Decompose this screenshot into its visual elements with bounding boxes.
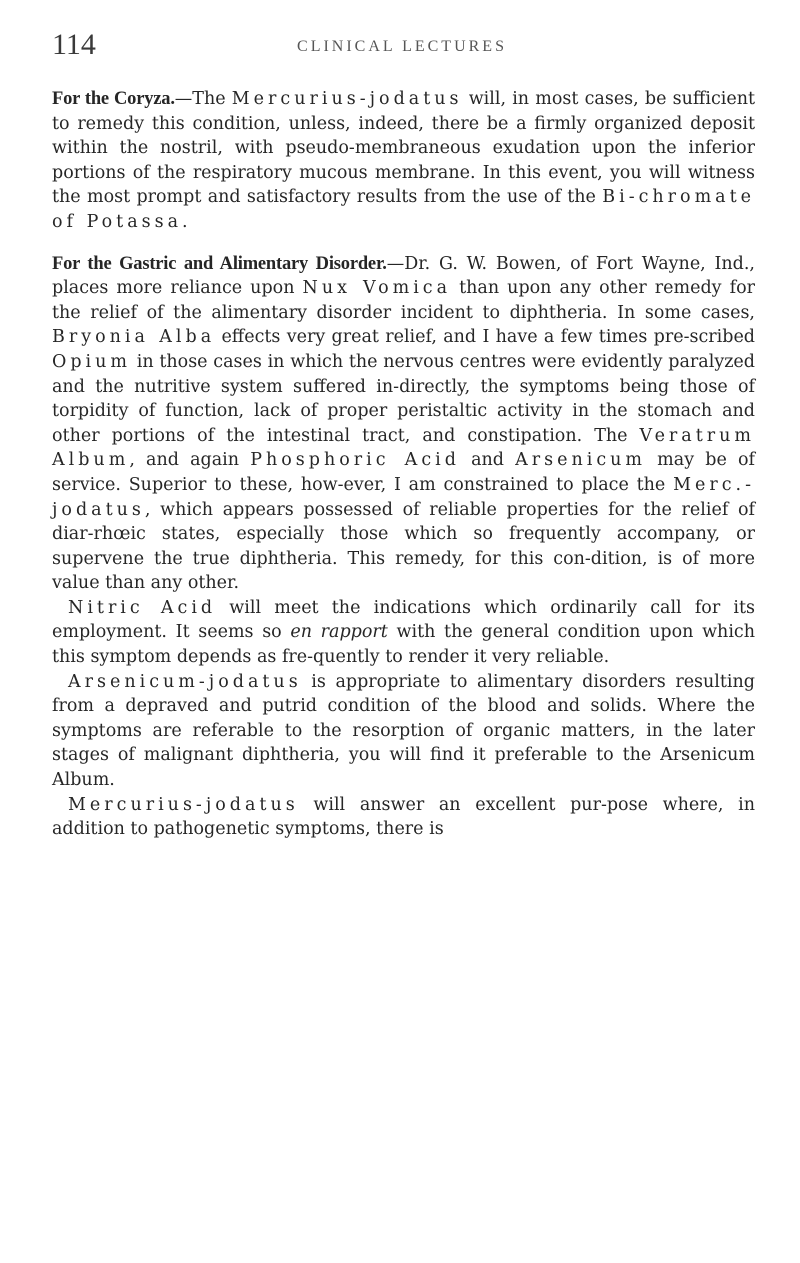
remedy-name: Opium (52, 351, 132, 372)
remedy-name: Bi-chromate of Potassa (52, 187, 755, 232)
text-run: than upon any other remedy for the relief of the alimentary disorder incident to diphtheria. In some cases, (52, 278, 755, 323)
remedy-name: Merc.-jodatus (52, 474, 755, 520)
body-text (52, 87, 755, 842)
text-run: is appropriate to alimentary disorders resulting from a depraved and putrid condition of the blood and solids. Where the symptoms are referable to the resorption of organic matters, in the later stages of malignant diphtheria, you will find it preferable to the Arsenicum Album. (52, 671, 755, 791)
remedy-name: Arsenicum-jodatus (68, 671, 302, 692)
text-run: effects very great relief, and I have a few times pre-scribed (215, 327, 756, 348)
page-number: 114 (52, 28, 96, 61)
text-run: and (459, 450, 516, 471)
paragraph-coryza (52, 87, 755, 235)
remedy-name: Arsenicum (515, 450, 647, 471)
section-heading-gastric: For the Gastric and Alimentary Disorder. (52, 253, 387, 274)
running-title: CLINICAL LECTURES (297, 38, 507, 55)
text-run: —The (174, 89, 232, 109)
running-header (52, 30, 752, 60)
text-run: will answer an excellent pur-pose where, in addition to pathogenetic symptoms, there is (52, 794, 755, 840)
text-run: in those cases in which the nervous centres were evidently paralyzed and the nutritive system suffered in-directly, the symptoms being those of torpidity of function, lack of proper peristaltic activity in the stomach and other portions of the intestinal tract, and constipation. The (52, 351, 755, 446)
paragraph-arsenicum-jodatus (52, 670, 755, 793)
text-run: may be of service. Superior to these, how-ever, I am constrained to place the (52, 450, 755, 495)
remedy-name: Phosphoric Acid (250, 450, 460, 471)
remedy-name: Mercurius-jodatus (68, 794, 299, 815)
remedy-name: Veratrum Album (52, 425, 755, 471)
paragraph-mercurius-jodatus (52, 793, 755, 842)
text-run: . (182, 211, 188, 232)
text-run: will meet the indications which ordinarily call for its employment. It seems so (52, 597, 755, 643)
remedy-name: Nux Vomica (302, 278, 452, 299)
remedy-name: Bryonia Alba (52, 327, 216, 348)
remedy-name: Nitric Acid (68, 597, 217, 618)
paragraph-nitric-acid (52, 596, 755, 670)
text-run: , which appears possessed of reliable properties for the relief of diar-rhœic states, especially those which so frequently accompany, or supervene the true diphtheria. This remedy, for this con-dition, is of more value than any other. (52, 499, 755, 594)
text-run: , and again (129, 450, 251, 471)
emphasis-phrase: en rapport (290, 622, 388, 643)
remedy-name: Mercurius-jodatus (231, 89, 463, 109)
paragraph-gastric (52, 252, 755, 596)
text-run: will, in most cases, be sufficient to remedy this condition, unless, indeed, there be a firmly organized deposit within the nostril, with pseudo-membraneous exudation upon the inferior portions of the respiratory mucous membrane. In this event, you will witness the most prompt and satisfactory results from the use of the (52, 89, 756, 208)
text-run: with the general condition upon which this symptom depends as fre-quently to render it very reliable. (52, 622, 755, 668)
text-run: —Dr. G. W. Bowen, of Fort Wayne, Ind., places more reliance upon (52, 253, 755, 299)
section-heading-coryza: For the Coryza. (52, 89, 175, 109)
